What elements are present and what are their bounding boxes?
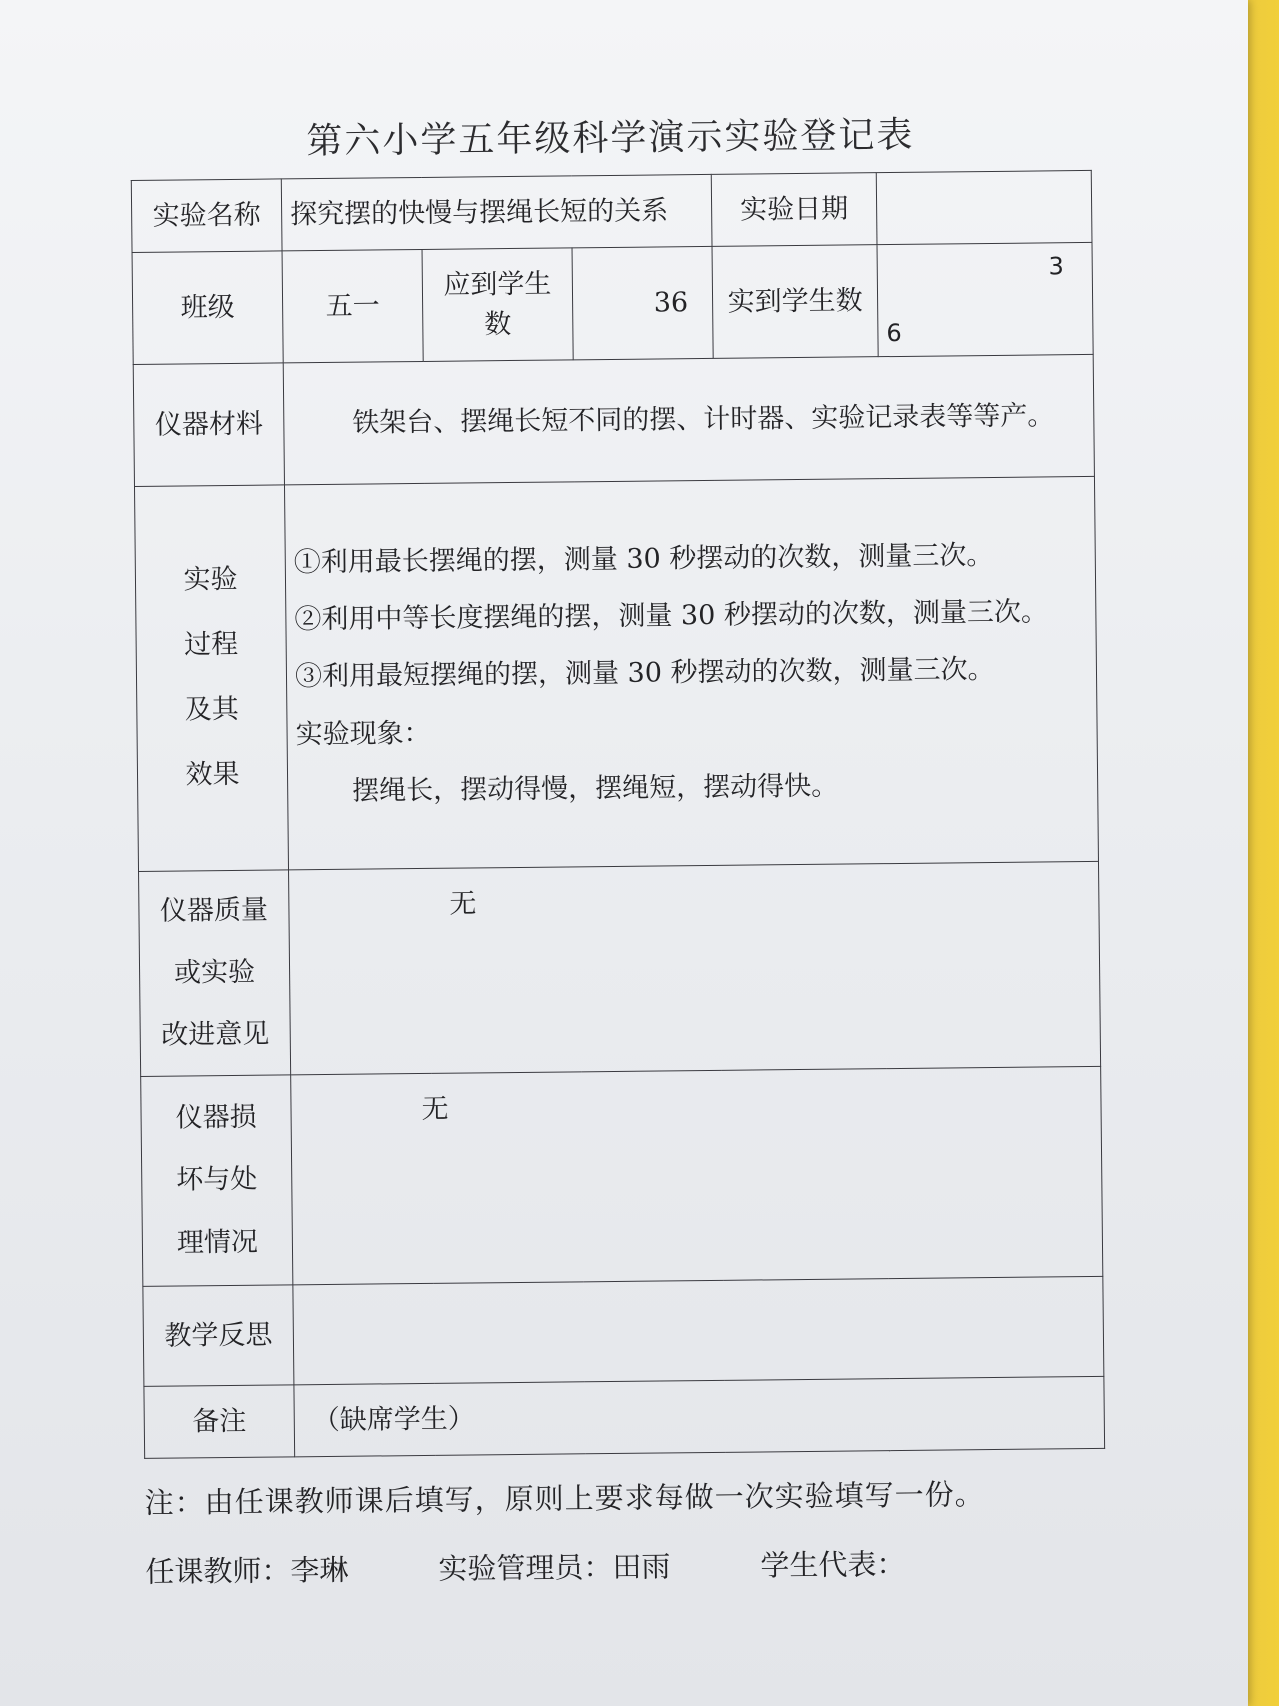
label-quality: 仪器质量 或实验 改进意见 — [139, 870, 291, 1077]
row-remarks — [144, 1376, 1105, 1458]
value-expected-students: 36 — [572, 246, 713, 359]
label-process: 实验 过程 及其 效果 — [134, 485, 288, 872]
value-experiment-name: 探究摆的快慢与摆绳长短的关系 — [281, 174, 712, 250]
footer-note: 注：由任课教师课后填写，原则上要求每做一次实验填写一份。 — [144, 1477, 985, 1520]
row-experiment-name — [131, 170, 1092, 252]
value-remarks: （缺席学生） — [294, 1376, 1105, 1456]
registration-table — [131, 170, 1105, 1459]
label-reflection: 教学反思 — [143, 1285, 294, 1387]
label-class: 班级 — [132, 251, 283, 365]
label-remarks: 备注 — [144, 1385, 295, 1459]
row-quality — [139, 861, 1101, 1076]
label-materials: 仪器材料 — [133, 363, 284, 487]
value-class: 五一 — [282, 249, 423, 362]
actual-students-digit-2: 6 — [886, 318, 902, 347]
label-expected-students: 应到学生数 — [422, 248, 573, 362]
label-experiment-name: 实验名称 — [131, 179, 282, 253]
process-step-1: ①利用最长摆绳的摆，测量 30 秒摆动的次数，测量三次。 — [293, 539, 994, 579]
value-reflection — [293, 1276, 1104, 1384]
label-experiment-date: 实验日期 — [711, 173, 877, 247]
row-class — [132, 242, 1093, 364]
row-process — [134, 476, 1098, 871]
teacher-signature: 任课教师：李琳 — [145, 1552, 349, 1589]
row-damage — [141, 1066, 1103, 1286]
lab-manager-signature: 实验管理员：田雨 — [438, 1549, 671, 1586]
value-experiment-date — [876, 170, 1092, 244]
form-sheet — [130, 95, 1106, 1591]
process-step-3: ③利用最短摆绳的摆，测量 30 秒摆动的次数，测量三次。 — [294, 654, 995, 693]
actual-students-digit-1: 3 — [1048, 251, 1064, 281]
value-materials — [283, 354, 1094, 484]
label-damage: 仪器损 坏与处 理情况 — [141, 1075, 293, 1287]
label-actual-students: 实到学生数 — [712, 245, 878, 359]
signers-line — [145, 1540, 1105, 1591]
phenomenon-label: 实验现象： — [295, 717, 431, 750]
form-title: 第六小学五年级科学演示实验登记表 — [306, 114, 915, 163]
student-rep-signature: 学生代表： — [760, 1546, 906, 1583]
row-materials — [133, 354, 1094, 486]
value-process — [284, 476, 1098, 869]
value-damage: 无 — [291, 1066, 1103, 1284]
value-actual-students — [877, 242, 1093, 356]
row-reflection — [143, 1276, 1104, 1386]
value-quality: 无 — [289, 861, 1101, 1074]
materials-text: 铁架台、摆绳长短不同的摆、计时器、实验记录表等等产。 — [352, 400, 1055, 439]
phenomenon-text: 摆绳长，摆动得慢，摆绳短，摆动得快。 — [352, 770, 839, 807]
process-step-2: ②利用中等长度摆绳的摆，测量 30 秒摆动的次数，测量三次。 — [294, 596, 1049, 636]
